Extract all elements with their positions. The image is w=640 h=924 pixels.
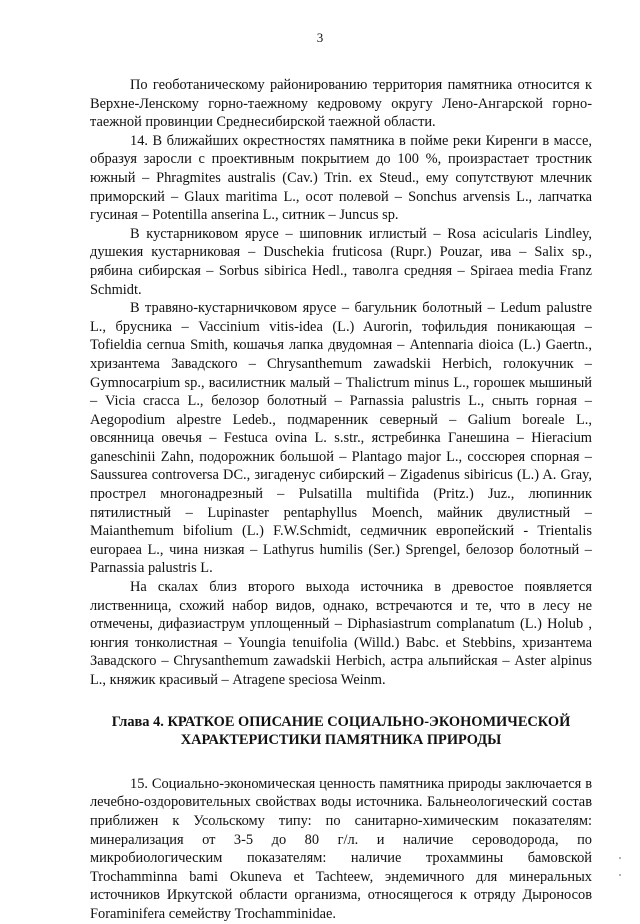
paragraph-rock-species: На скалах близ второго выхода источника в древостое появляется лиственница, схожий набор видов, однако, встречаются и те, что в лесу не отмечены, дифазиаструм уплощенный – Diphasiastrum complanatum (L.) Holub , юнгия тонколистная – Youngia tenuifolia (Willd.) Babc. et Stebbins, хризантема Завадского – Chrysanthemum zawadskii Herbich, астра альпийская – Aster alpinus L., княжик красивый – Atragene speciosa Weinm.: [90, 579, 592, 688]
scan-speck: [619, 874, 621, 876]
page-body: [90, 76, 592, 924]
chapter-heading-line-1: Глава 4. КРАТКОЕ ОПИСАНИЕ СОЦИАЛЬНО-ЭКОНОМИЧЕСКОЙ: [111, 713, 571, 730]
paragraph-floodplain-vegetation: 14. В ближайших окрестностях памятника в пойме реки Киренги в массе, образуя заросли с проективным покрытием до 100 %, произрастает тростник южный – Phragmites australis (Cav.) Trin. ex Steud., ему сопутствуют млечник приморский – Glaux maritima L., осот полевой – Sonchus arvensis L., лапчатка гусиная – Potentilla anserina L., ситник – Juncus sp.: [90, 132, 592, 224]
page-number: 3: [316, 30, 324, 45]
chapter-heading: [90, 713, 592, 750]
paragraph-shrub-layer: В кустарниковом ярусе – шиповник иглистый – Rosa acicularis Lindley, душекия кустарниковая – Duschekia fruticosa (Rupr.) Pouzar, ива – Salix sp., рябина сибирская – Sorbus sibirica Hedl., таволга средняя – Spiraea media Franz Schmidt.: [90, 225, 592, 298]
paragraph-socio-economic-value: 15. Социально-экономическая ценность памятника природы заключается в лечебно-оздоровительных свойствах воды источника. Бальнеологический состав приближен к Усольскому типу: по санитарно-химическим показателям: минерализация от 3-5 до 80 г/л. и наличие сероводорода, по микробиологическим показателям: наличие трохаммины бамовской Trochamminna bami Okuneva et Tachteew, эндемичного для минеральных источников Иркутской области организма, относящегося к отряду Дыроносов Foraminifera семейству Trochamminidae.: [90, 775, 592, 922]
scan-speck: [619, 857, 621, 859]
paragraph-herb-shrub-layer: В травяно-кустарничковом ярусе – багульник болотный – Ledum palustre L., брусника – Vaccinium vitis-idea (L.) Aurorin, тофильдия поникающая – Tofieldia cernua Smith, кошачья лапка двудомная – Antennaria dioica (L.) Gaertn., хризантема Завадского – Chrysanthemum zawadskii Herbich, голокучник – Gymnocarpium sp., василистник малый – Thalictrum minus L., горошек мышиный – Vicia cracca L., белозор болотный – Parnassia palustris L., сныть горная – Aegopodium alpestre Ledeb., подмаренник северный – Galium boreale L., овсянница овечья – Festuca ovina L. s.str., ястребинка Ганешина – Hieracium ganeschinii Zahn, подорожник большой – Plantago major L., соссюрея спорная – Saussurea controversa DC., зигаденус сибирский – Zigadenus sibiricus (L.) A. Gray, прострел многонадрезный – Pulsatilla multifida (Pritz.) Juz., люпинник пятилистный – Lupinaster pentaphyllus Moench, майник двулистный – Maianthemum bifolium (L.) F.W.Schmidt, седмичник европейский - Trientalis europaea L., чина низкая – Lathyrus humilis (Ser.) Sprengel, белозор болотный – Parnassia palustris L.: [90, 300, 592, 577]
chapter-heading-line-2: ХАРАКТЕРИСТИКИ ПАМЯТНИКА ПРИРОДЫ: [180, 732, 502, 749]
paragraph-geobotanical-zoning: По геоботаническому районированию территория памятника относится к Верхне-Ленскому горно-таежному кедровому округу Лено-Ангарской горно-таежной провинции Среднесибирской таежной области.: [90, 77, 592, 131]
